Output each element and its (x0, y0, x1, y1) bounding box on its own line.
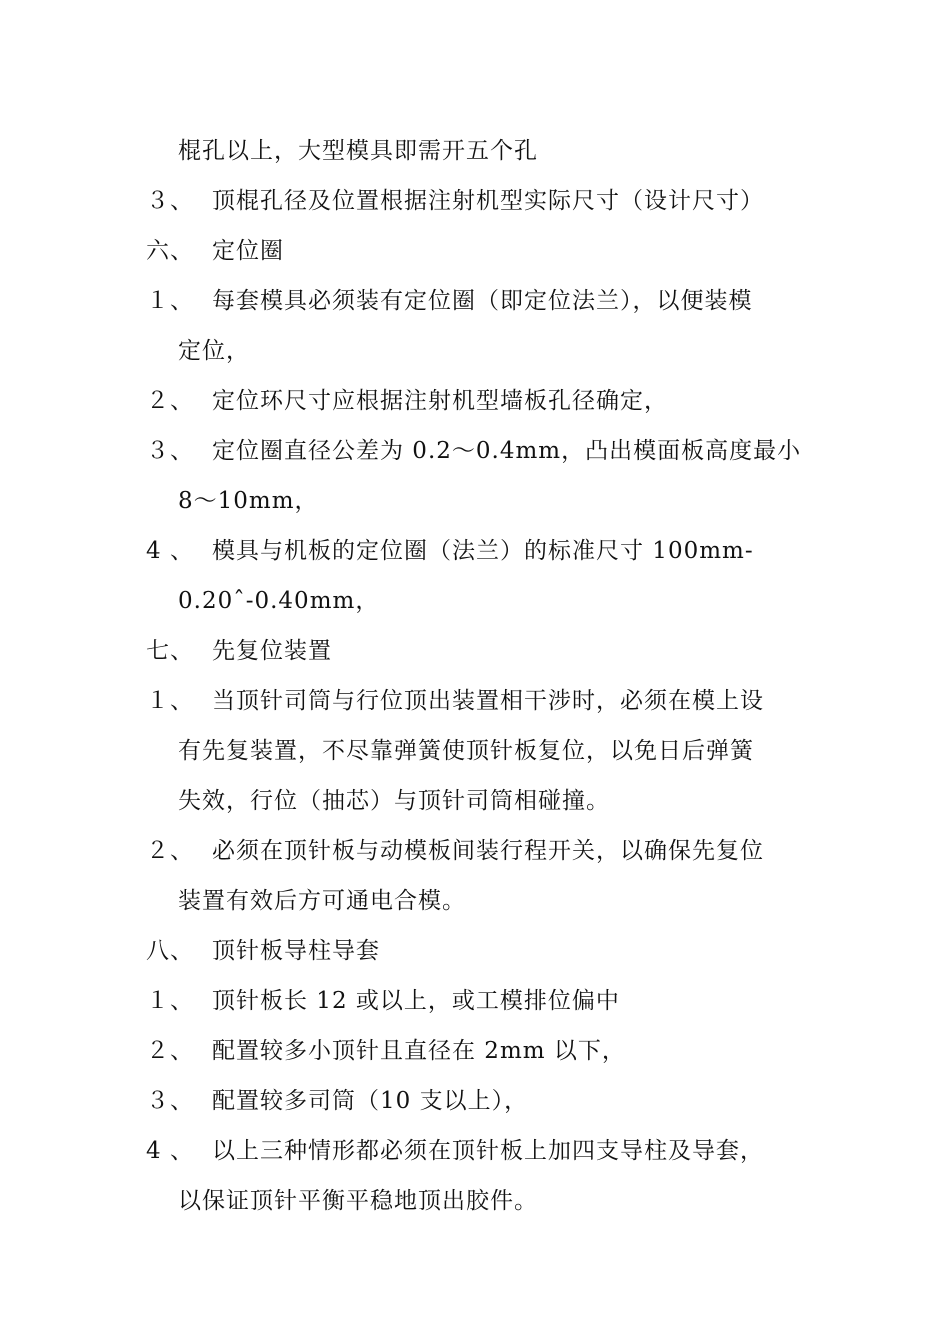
item-text: 配置较多小顶针且直径在 2mm 以下， (212, 1038, 626, 1064)
item-text: 当顶针司筒与行位顶出装置相干涉时，必须在模上设 (212, 688, 764, 714)
item-number: ３、 (146, 438, 194, 464)
item-text: 定位环尺寸应根据注射机型墙板孔径确定， (212, 388, 668, 414)
section-title: 顶针板导柱导套 (212, 938, 380, 964)
item-text: 以上三种情形都必须在顶针板上加四支导柱及导套， (212, 1138, 764, 1164)
section-number: 八、 (146, 938, 194, 964)
item-number: 4 、 (146, 1138, 194, 1164)
item-text: 配置较多司筒（10 支以上）， (212, 1088, 529, 1114)
item-number: １、 (146, 988, 194, 1014)
item-number: １、 (146, 688, 194, 714)
item-text: 顶棍孔径及位置根据注射机型实际尺寸（设计尺寸） (212, 188, 764, 214)
item-number: 4 、 (146, 538, 194, 564)
line-text: 定位， (178, 338, 250, 364)
item-number: ２、 (146, 838, 194, 864)
section-title: 先复位装置 (212, 638, 332, 664)
section-number: 七、 (146, 638, 194, 664)
line-text: 失效，行位（抽芯）与顶针司筒相碰撞。 (178, 788, 610, 814)
line-text: 8～10mm， (178, 488, 319, 514)
item-number: ２、 (146, 388, 194, 414)
item-text: 每套模具必须装有定位圈（即定位法兰），以便装模 (212, 288, 753, 314)
line-text: 0.20ˆ-0.40mm， (178, 588, 380, 614)
item-number: １、 (146, 288, 194, 314)
item-number: ３、 (146, 188, 194, 214)
line-text: 有先复装置，不尽靠弹簧使顶针板复位，以免日后弹簧 (178, 738, 754, 764)
line-text: 装置有效后方可通电合模。 (178, 888, 466, 914)
item-number: ３、 (146, 1088, 194, 1114)
section-title: 定位圈 (212, 238, 284, 264)
item-number: ２、 (146, 1038, 194, 1064)
line-text: 棍孔以上，大型模具即需开五个孔 (178, 138, 538, 164)
line-text: 以保证顶针平衡平稳地顶出胶件。 (178, 1188, 538, 1214)
item-text: 定位圈直径公差为 0.2～0.4mm，凸出模面板高度最小 (212, 438, 802, 464)
item-text: 必须在顶针板与动模板间装行程开关，以确保先复位 (212, 838, 764, 864)
item-text: 顶针板长 12 或以上，或工模排位偏中 (212, 988, 620, 1014)
item-text: 模具与机板的定位圈（法兰）的标准尺寸 100mm- (212, 538, 754, 564)
section-number: 六、 (146, 238, 194, 264)
